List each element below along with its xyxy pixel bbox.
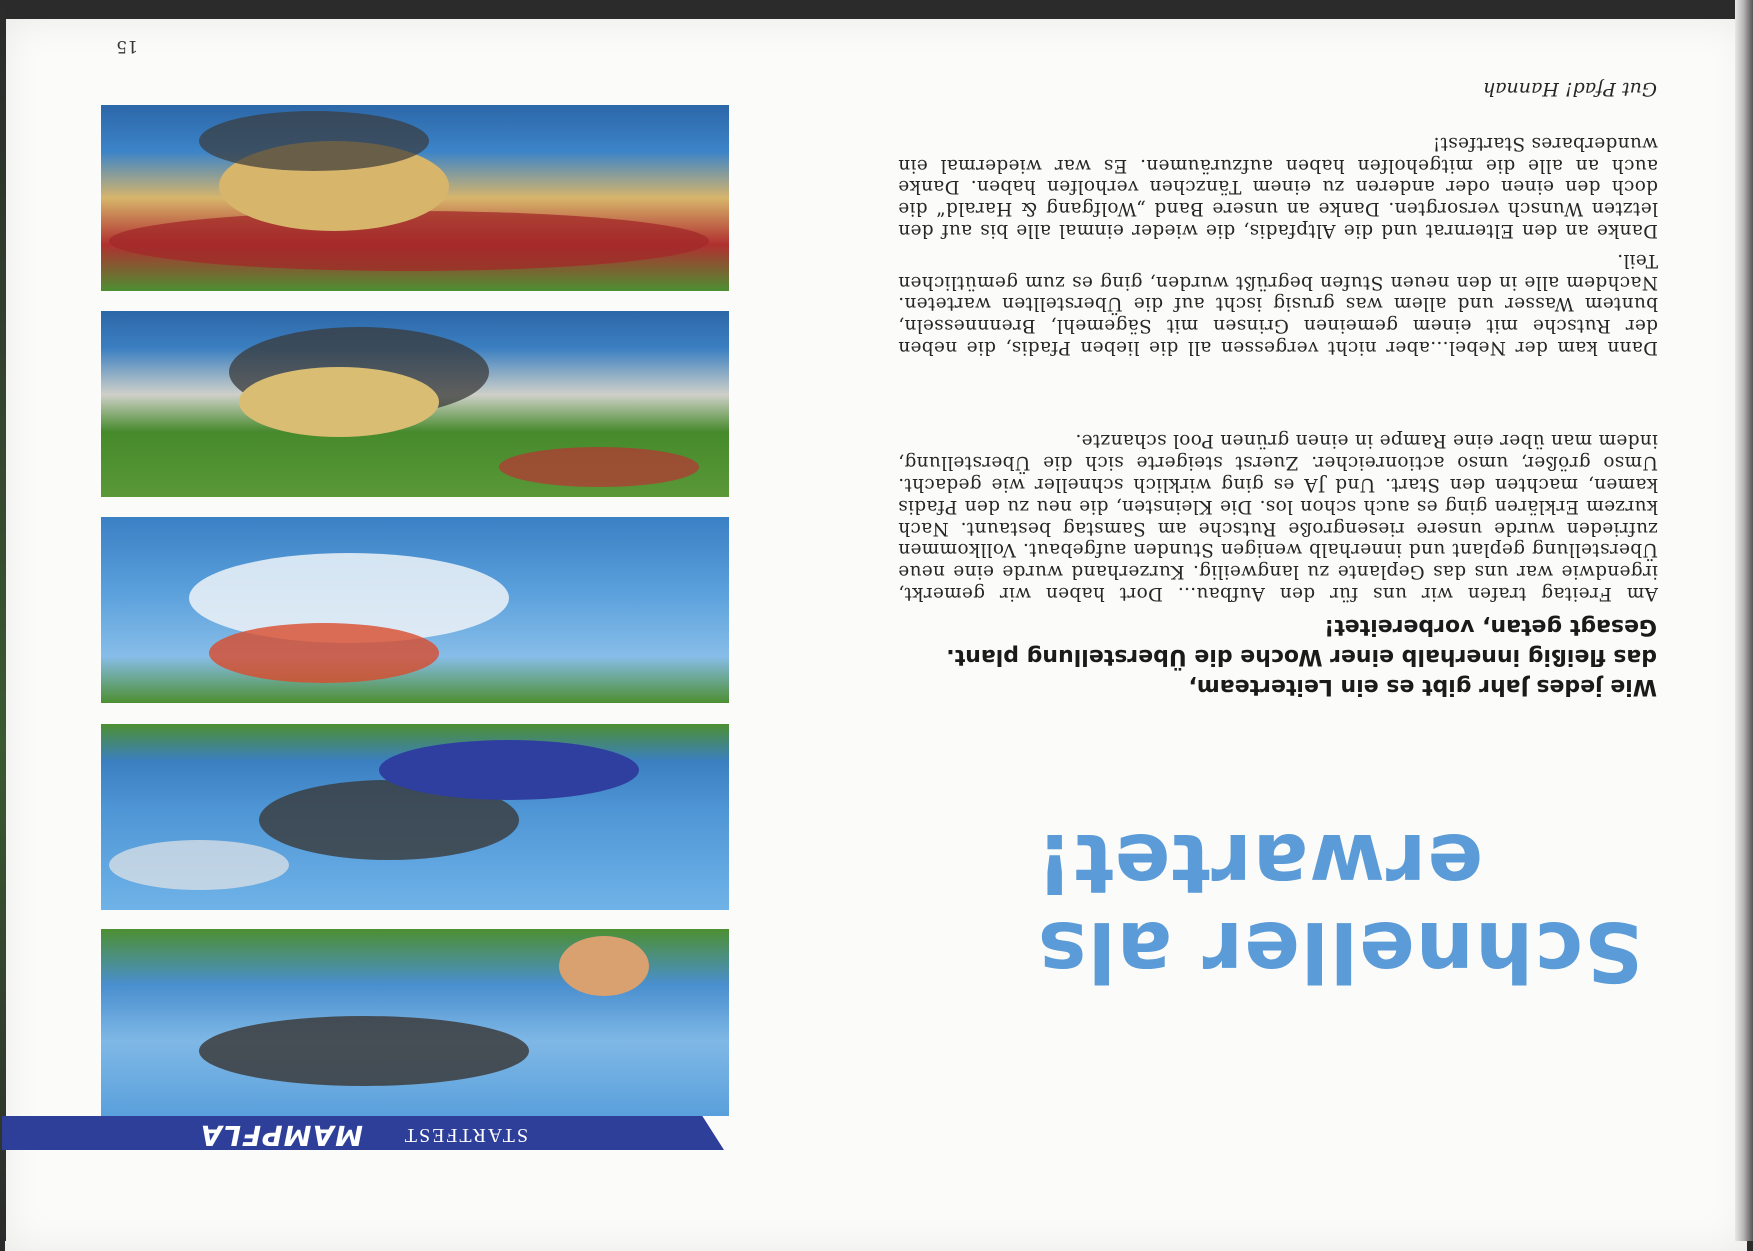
section-label: STARTFEST: [402, 1124, 528, 1146]
photo-slide-boy-tire: [101, 724, 729, 910]
adjacent-page-edge: [0, 0, 6, 1241]
header-band: [2, 1116, 724, 1150]
tire-shape: [199, 1016, 529, 1086]
person-head: [559, 936, 649, 996]
signature: Gut Pfad! Hannah: [1482, 78, 1657, 100]
body-paragraph-1: Am Freitag trafen wir uns für den Aufbau… Dort haben wir gemerkt, irgendwie war uns das Geplante zu langweilig. Kurzerhand wurde eine neue Überstellung geplant und innerhalb wenigen Stunden aufgebaut. Vollkommen zufrieden wurde unsere riesengroße Rutsche am Samstag bestaunt. Nach kurzem Erklären ging es auch schon los. Die Kleinsten, die neu zu den Pfadis kamen, machten den Start. Und JA es ging wirklich schneller wie gedacht. Umso größer, umso actionreicher. Zuerst steigerte sich die Überstellung, indem man über eine Rampe in einen grünen Pool schanzte.: [898, 430, 1658, 604]
person-shirt: [379, 740, 639, 800]
tire-shape: [199, 111, 429, 171]
photo-slide-crowd: [101, 105, 729, 291]
body-paragraph-2: Dann kam der Nebel…aber nicht vergessen all die lieben Pfadis, die neben der Rutsche mit einem gemeinen Grinsen mit Sägemehl, Brennnesseln, buntem Wasser und allem was grusig ischt auf die Überstellten warteten. Nachdem alle in den neuen Stufen begrüßt wurden, ging es zum gemütlichen Teil.: [898, 249, 1658, 358]
crowd: [499, 447, 699, 487]
book-spine-shadow: [1735, 0, 1753, 1241]
lead-line-3: Gesagt getan, vorbereitet!: [1324, 614, 1657, 639]
article-title-line-1: Schneller als: [1036, 903, 1643, 998]
lead-line-2: das fleißig innerhalb einer Woche die Überstellung plant.: [946, 644, 1657, 669]
page-number: 15: [116, 36, 138, 56]
person-shirt: [209, 623, 439, 683]
mampfla-logo: MAMPFLA: [199, 1119, 363, 1152]
photo-slide-sawdust: [101, 311, 729, 497]
sawdust-cloud: [239, 367, 439, 437]
lead-line-1: Wie jedes Jahr gibt es ein Leiterteam,: [1188, 674, 1657, 699]
photo-slide-tire-girl: [101, 929, 729, 1116]
photo-slide-splash: [101, 517, 729, 703]
article-title-line-2: erwartet!: [1035, 815, 1483, 910]
body-paragraph-3: Danke an den Elternrat und die Altpfadis, die wieder einmal alle bis auf den letzten Wunsch versorgten. Danke an unsere Band „Wolfgang & Harald“ die doch den einen oder anderen zu einem Tänzchen verholfen haben. Danke auch an alle die mitgeholfen haben aufzuräumen. Es war wiedermal ein wunderbares Startfest!: [898, 132, 1658, 241]
water-splash: [109, 840, 289, 890]
